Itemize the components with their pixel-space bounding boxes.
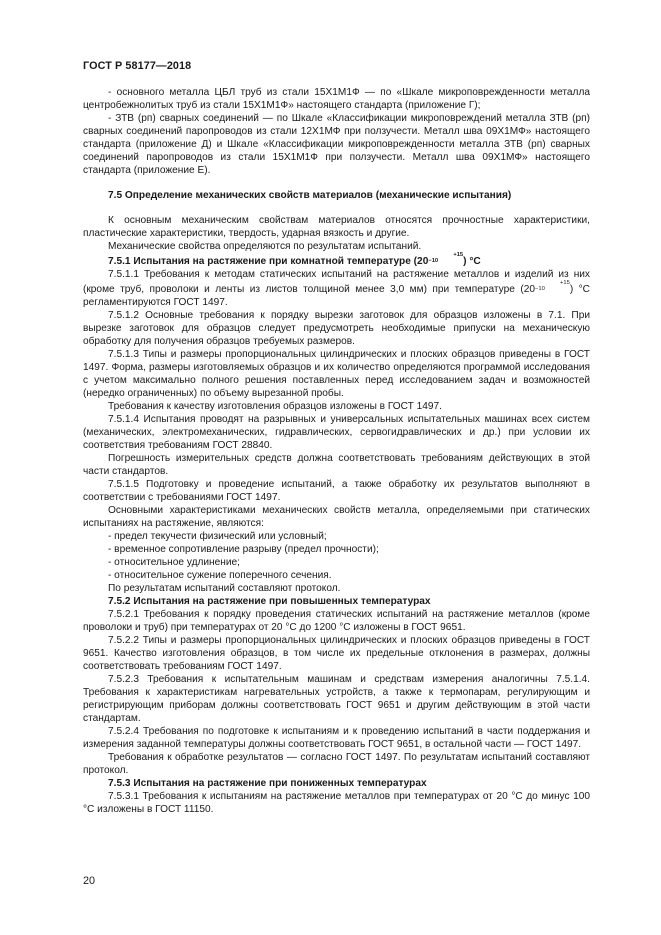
paragraph: 7.5.2.3 Требования к испытательным машинам и средствам измерения аналогичны 7.5.1.4. Требования к характеристикам нагревательных устройств, а также к термопарам, регулирующим и регистрирующим приборам должны соответствовать ГОСТ 9651 и другим действующим в этой части стандартам. bbox=[83, 673, 590, 724]
paragraph: 7.5.1.1 Требования к методам статических испытаний на растяжение металлов и изделий из них (кроме труб, проволоки и ленты из листов толщиной менее 3,0 мм) при температуре ($20^{+15 -10}$ ) °С регламентируются ГОСТ 1497. bbox=[83, 268, 590, 308]
paragraph: 7.5.1.3 Типы и размеры пропорциональных цилиндрических и плоских образцов приведены в ГОСТ 1497. Форма, размеры изготовляемых образцов и их количество определяются программой исследования с учетом максимально полного решения поставленных перед исследованием задач и возможностей (нередко ограниченных) по объему вырезанной пробы. bbox=[83, 348, 590, 399]
subsection-heading: 7.5.1 Испытания на растяжение при комнатной температуре ($20^{+15 -10}$ ) °С bbox=[108, 252, 481, 267]
standard-header: ГОСТ Р 58177—2018 bbox=[83, 60, 192, 72]
paragraph: 7.5.1.5 Подготовку и проведение испытаний, а также обработку их результатов выполняют в соответствии с требованиями ГОСТ 1497. bbox=[83, 478, 590, 503]
list-item: - ЗТВ (рп) сварных соединений — по Шкале «Классификации микроповреждений металла ЗТВ (рп) сварных соединений паропроводов из стали 12Х1МФ при ползучести. Металл шва 09Х1МФ» настоящего стандарта (приложение Д) и Шкале «Классификации микроповрежденности металла ЗТВ (рп) сварных соединений паропроводов из стали 15Х1М1Ф при ползучести. Металл шва 09Х1МФ» настоящего стандарта (приложение Е). bbox=[83, 113, 590, 176]
paragraph: 7.5.3.1 Требования к испытаниям на растяжение металлов при температурах от 20 °С до минус 100 °С изложены в ГОСТ 11150. bbox=[83, 790, 590, 815]
section-heading: 7.5 Определение механических свойств материалов (механические испытания) bbox=[108, 190, 512, 201]
document-body bbox=[83, 86, 590, 816]
list-item: - относительное сужение поперечного сечения. bbox=[108, 569, 332, 581]
paragraph: Механические свойства определяются по результатам испытаний. bbox=[108, 241, 422, 252]
paragraph: 7.5.2.4 Требования по подготовке к испытаниям и к проведению испытаний в части поддержания и измерения заданной температуры должны соответствовать ГОСТ 9651, в остальной части — ГОСТ 1497. bbox=[83, 725, 590, 750]
paragraph: Погрешность измерительных средств должна соответствовать требованиям действующих в этой части стандартов. bbox=[83, 452, 590, 477]
subsection-heading: 7.5.3 Испытания на растяжение при пониженных температурах bbox=[108, 777, 427, 789]
paragraph: Требования к качеству изготовления образцов изложены в ГОСТ 1497. bbox=[108, 400, 442, 412]
subsection-heading: 7.5.2 Испытания на растяжение при повышенных температурах bbox=[108, 595, 431, 607]
list-item: - относительное удлинение; bbox=[108, 556, 240, 568]
paragraph: 7.5.1.4 Испытания проводят на разрывных и универсальных испытательных машинах всех систем (механических, электромеханических, гидравлических, сервогидравлических и др.) при условии их соответствия требованиям ГОСТ 28840. bbox=[83, 413, 590, 451]
paragraph: 7.5.2.2 Типы и размеры пропорциональных цилиндрических и плоских образцов приведены в ГОСТ 9651. Качество изготовления образцов, в том числе их предельные отклонения в размерах, должны соответствовать требованиям ГОСТ 1497. bbox=[83, 634, 590, 672]
list-item: - основного металла ЦБЛ труб из стали 15Х1М1Ф — по «Шкале микроповрежденности металла центробежнолитых труб из стали 15Х1М1Ф» настоящего стандарта (приложение Г); bbox=[83, 87, 590, 111]
list-item: - временное сопротивление разрыву (предел прочности); bbox=[108, 543, 379, 555]
paragraph: 7.5.2.1 Требования к порядку проведения статических испытаний на растяжение металлов (кроме проволоки и труб) при температурах от 20 °С до 1200 °С изложены в ГОСТ 9651. bbox=[83, 608, 590, 633]
paragraph: Требования к обработке результатов — согласно ГОСТ 1497. По результатам испытаний составляют протокол. bbox=[83, 751, 590, 776]
paragraph: Основными характеристиками механических свойств металла, определяемыми при статических испытаниях на растяжение, являются: bbox=[83, 504, 590, 529]
paragraph: К основным механическим свойствам материалов относятся прочностные характеристики, пластические характеристики, твердость, ударная вязкость и другие. bbox=[83, 215, 590, 239]
paragraph: По результатам испытаний составляют протокол. bbox=[108, 582, 341, 594]
paragraph: 7.5.1.2 Основные требования к порядку вырезки заготовок для образцов изложены в 7.1. При вырезке заготовок для образцов следует предусмотреть необходимые припуски на механическую обработку для получения образцов требуемых размеров. bbox=[83, 309, 590, 347]
page-number: 20 bbox=[83, 875, 96, 887]
list-item: - предел текучести физический или условный; bbox=[108, 530, 327, 542]
